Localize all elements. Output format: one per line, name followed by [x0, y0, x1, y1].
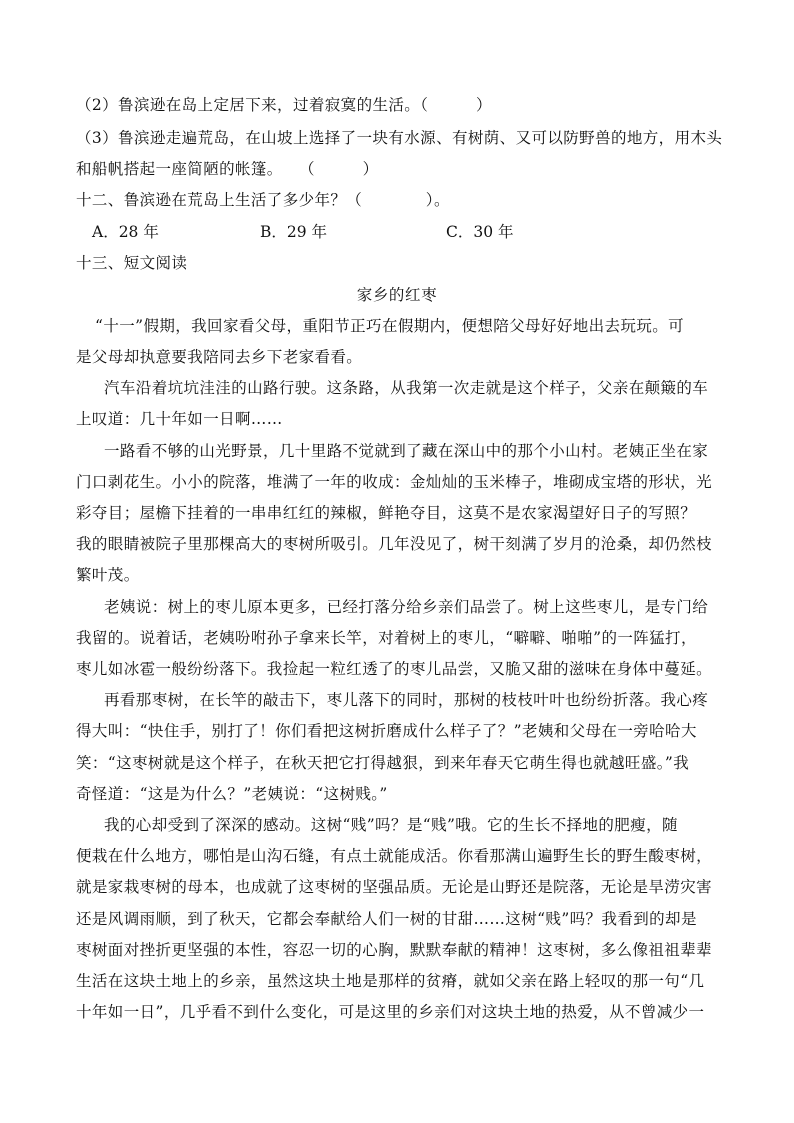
article-title: 家乡的红枣: [356, 286, 438, 304]
article-line: 一路看不够的山光野景，几十里路不觉就到了藏在深山中的那个小山村。老姨正坐在家: [104, 442, 709, 460]
article-line: 门口剥花生。小小的院落，堆满了一年的收成：金灿灿的玉米棒子，堆砌成宝塔的形状，光: [76, 473, 713, 491]
question-2: （2）鲁滨逊在岛上定居下来，过着寂寞的生活。（ ）: [76, 96, 492, 114]
article-line: 枣树面对挫折更坚强的本性，容忍一切的心胸，默默奉献的精神！这枣树，多么像祖祖辈辈: [76, 941, 713, 959]
article-line: 就是家栽枣树的母本，也成就了这枣树的坚强品质。无论是山野还是院落，无论是旱涝灾害: [76, 878, 713, 896]
article-line: 汽车沿着坑坑洼洼的山路行驶。这条路，从我第一次走就是这个样子，父亲在颠簸的车: [104, 379, 709, 397]
article-line: 得大叫：“快住手，别打了！你们看把这树折磨成什么样子了？”老姨和父母在一旁哈哈大: [76, 722, 697, 740]
article-line: 奇怪道：“这是为什么？”老姨说：“这树贱。”: [76, 785, 388, 803]
question-3-line-1: （3）鲁滨逊走遍荒岛，在山坡上选择了一块有水源、有树荫、又可以防野兽的地方，用木头: [76, 129, 723, 147]
article-line: 十年如一日”，几乎看不到什么变化，可是这里的乡亲们对这块土地的热爱，从不曾减少一: [76, 1003, 705, 1021]
article-line: 老姨说：树上的枣儿原本更多，已经打落分给乡亲们品尝了。树上这些枣儿，是专门给: [104, 598, 709, 616]
article-line: 笑：“这枣树就是这个样子，在秋天把它打得越狠，到来年春天它萌生得也就越旺盛。”我: [76, 754, 690, 772]
article-line: 我的眼睛被院子里那棵高大的枣树所吸引。几年没见了，树干刻满了岁月的沧桑，却仍然枝: [76, 535, 713, 553]
question-3-line-2: 和船帆搭起一座简陋的帐篷。 （ ）: [76, 160, 379, 178]
article-line: 上叹道：几十年如一日啊……: [76, 410, 283, 428]
question-12: 十二、鲁滨逊在荒岛上生活了多少年？（ ）。: [76, 191, 450, 209]
article-line: 还是风调雨顺，到了秋天，它都会奉献给人们一树的甘甜……这树“贱”吗？我看到的却是: [76, 910, 697, 928]
article-line: 我留的。说着话，老姨吩咐孙子拿来长竿，对着树上的枣儿，“噼噼、啪啪”的一阵猛打，: [76, 629, 697, 647]
article-line: “十一”假期，我回家看父母，重阳节正巧在假期内，便想陪父母好好地出去玩玩。可: [95, 317, 685, 335]
option-b: B．29 年: [260, 223, 328, 241]
section-13-heading: 十三、短文阅读: [76, 254, 188, 272]
article-line: 我的心却受到了深深的感动。这树“贱”吗？是“贱”哦。它的生长不择地的肥瘦，随: [104, 816, 678, 834]
article-line: 再看那枣树，在长竿的敲击下，枣儿落下的同时，那树的枝枝叶叶也纷纷折落。我心疼: [104, 691, 709, 709]
option-a: A．28 年: [92, 223, 159, 241]
option-c: C．30 年: [446, 223, 514, 241]
article-line: 是父母却执意要我陪同去乡下老家看看。: [76, 348, 363, 366]
article-line: 繁叶茂。: [76, 566, 140, 584]
article-line: 彩夺目；屋檐下挂着的一串串红红的辣椒，鲜艳夺目，这莫不是农家渴望好日子的写照？: [76, 504, 697, 522]
article-line: 便栽在什么地方，哪怕是山沟石缝，有点土就能成活。你看那满山遍野生长的野生酸枣树，: [76, 847, 713, 865]
article-line: 生活在这块土地上的乡亲，虽然这块土地是那样的贫瘠，就如父亲在路上轻叹的那一句“几: [76, 972, 705, 990]
article-line: 枣儿如冰雹一般纷纷落下。我捡起一粒红透了的枣儿品尝，又脆又甜的滋味在身体中蔓延。: [76, 660, 713, 678]
